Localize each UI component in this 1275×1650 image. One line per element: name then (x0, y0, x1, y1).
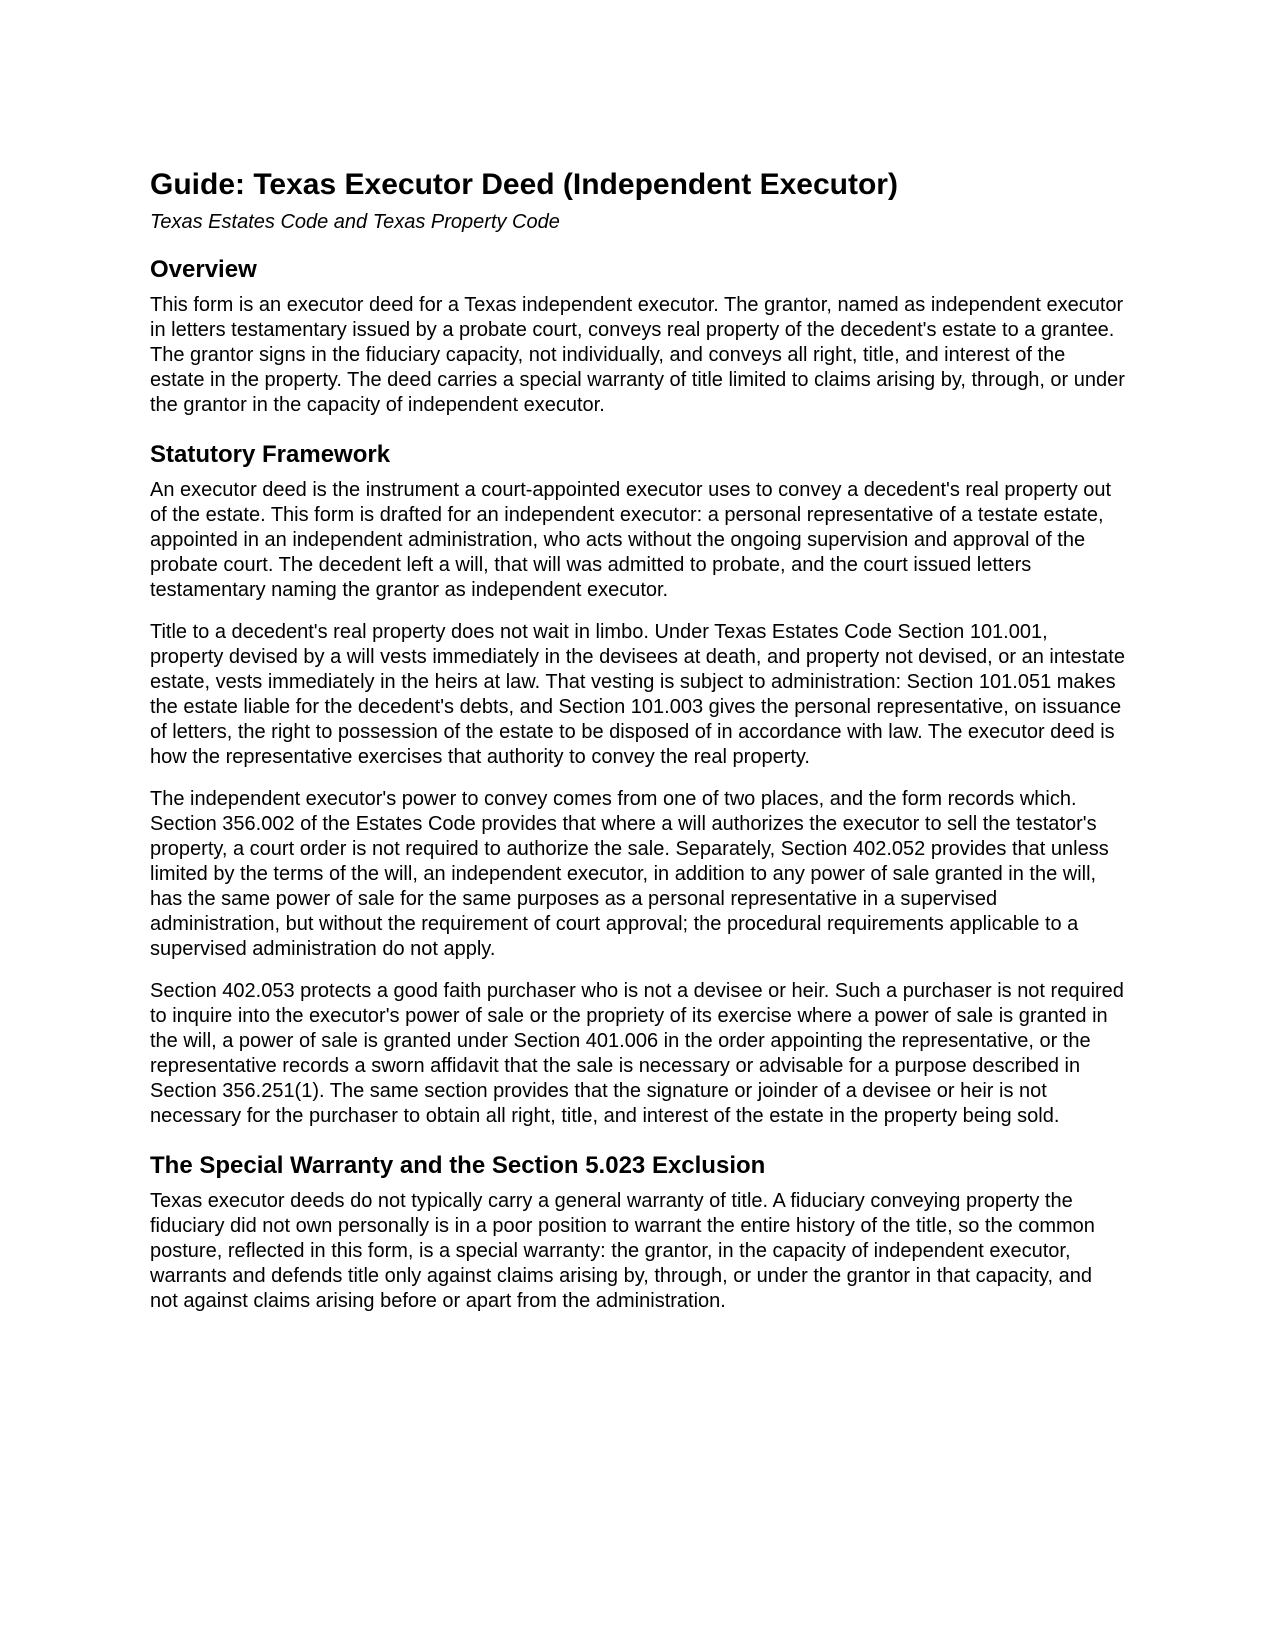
overview-paragraph: This form is an executor deed for a Texas independent executor. The grantor, named as independent executor in letters testamentary issued by a probate court, conveys real property of the decedent's estate to a grantee. The grantor signs in the fiduciary capacity, not individually, and conveys all right, title, and interest of the estate in the property. The deed carries a special warranty of title limited to claims arising by, through, or under the grantor in the capacity of independent executor. (150, 294, 1125, 416)
document-subtitle: Texas Estates Code and Texas Property Code (150, 211, 560, 233)
statutory-framework-paragraph-3: The independent executor's power to convey comes from one of two places, and the form records which. Section 356.002 of the Estates Code provides that where a will authorizes the executor to sell the testator's property, a court order is not required to authorize the sale. Separately, Section 402.052 provides that unless limited by the terms of the will, an independent executor, in addition to any power of sale granted in the will, has the same power of sale for the same purposes as a personal representative in a supervised administration, but without the requirement of court approval; the procedural requirements applicable to a supervised administration do not apply. (150, 788, 1109, 960)
special-warranty-paragraph: Texas executor deeds do not typically carry a general warranty of title. A fiduciary conveying property the fiduciary did not own personally is in a poor position to warrant the entire history of the title, so the common posture, reflected in this form, is a special warranty: the grantor, in the capacity of independent executor, warrants and defends title only against claims arising by, through, or under the grantor in that capacity, and not against claims arising before or apart from the administration. (150, 1190, 1095, 1312)
section-heading-statutory-framework: Statutory Framework (150, 441, 391, 468)
statutory-framework-paragraph-4: Section 402.053 protects a good faith purchaser who is not a devisee or heir. Such a purchaser is not required to inquire into the executor's power of sale or the propriety of its exercise where a power of sale is granted in the will, a power of sale is granted under Section 401.006 in the order appointing the representative, or the representative records a sworn affidavit that the sale is necessary or advisable for a purpose described in Section 356.251(1). The same section provides that the signature or joinder of a devisee or heir is not necessary for the purchaser to obtain all right, title, and interest of the estate in the property being sold. (150, 980, 1124, 1127)
statutory-framework-paragraph-1: An executor deed is the instrument a court-appointed executor uses to convey a decedent's real property out of the estate. This form is drafted for an independent executor: a personal representative of a testate estate, appointed in an independent administration, who acts without the ongoing supervision and approval of the probate court. The decedent left a will, that will was admitted to probate, and the court issued letters testamentary naming the grantor as independent executor. (150, 479, 1112, 601)
statutory-framework-paragraph-2: Title to a decedent's real property does not wait in limbo. Under Texas Estates Code Section 101.001, property devised by a will vests immediately in the devisees at death, and property not devised, or an intestate estate, vests immediately in the heirs at law. That vesting is subject to administration: Section 101.051 makes the estate liable for the decedent's debts, and Section 101.003 gives the personal representative, on issuance of letters, the right to possession of the estate to be disposed of in accordance with law. The executor deed is how the representative exercises that authority to convey the real property. (150, 621, 1125, 768)
section-heading-special-warranty: The Special Warranty and the Section 5.023 Exclusion (150, 1152, 766, 1179)
document-title: Guide: Texas Executor Deed (Independent Executor) (150, 168, 898, 201)
section-heading-overview: Overview (150, 256, 257, 283)
